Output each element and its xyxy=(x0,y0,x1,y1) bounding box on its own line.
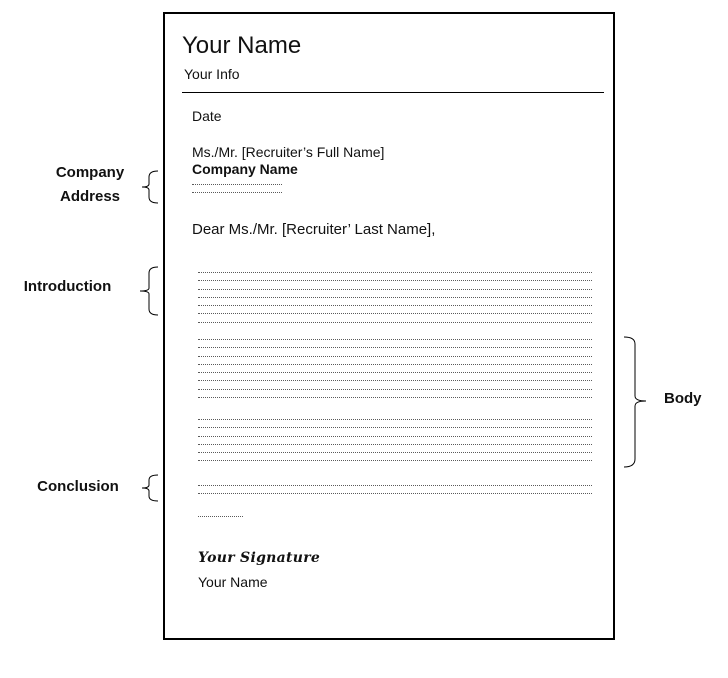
signed-name: Your Name xyxy=(198,574,268,590)
body-brace xyxy=(622,336,650,468)
company-address-label-line2: Address xyxy=(59,188,121,205)
company-address-brace xyxy=(138,170,160,204)
introduction-brace xyxy=(136,266,160,316)
date-line: Date xyxy=(192,108,222,124)
letter-page xyxy=(163,12,615,640)
conclusion-label: Conclusion xyxy=(37,478,119,495)
conclusion-paragraph xyxy=(198,481,592,498)
company-address-label-line1: Company xyxy=(55,164,125,181)
greeting: Dear Ms./Mr. [Recruiter’ Last Name], xyxy=(192,221,436,238)
company-name: Company Name xyxy=(192,161,298,177)
conclusion-brace xyxy=(138,474,160,502)
signature: Your Signature xyxy=(198,550,321,566)
recruiter-full-name: Ms./Mr. [Recruiter’s Full Name] xyxy=(192,144,385,160)
body-paragraph-2 xyxy=(198,415,592,465)
closing-line xyxy=(198,513,243,517)
body-label: Body xyxy=(664,390,702,407)
header-divider xyxy=(182,92,604,93)
header-info: Your Info xyxy=(184,66,240,82)
company-address-label xyxy=(37,161,143,209)
introduction-label: Introduction xyxy=(23,278,112,295)
header-name: Your Name xyxy=(182,32,302,59)
company-address-placeholder xyxy=(192,180,282,197)
body-paragraph-1 xyxy=(198,335,592,401)
introduction-paragraph xyxy=(198,268,592,326)
